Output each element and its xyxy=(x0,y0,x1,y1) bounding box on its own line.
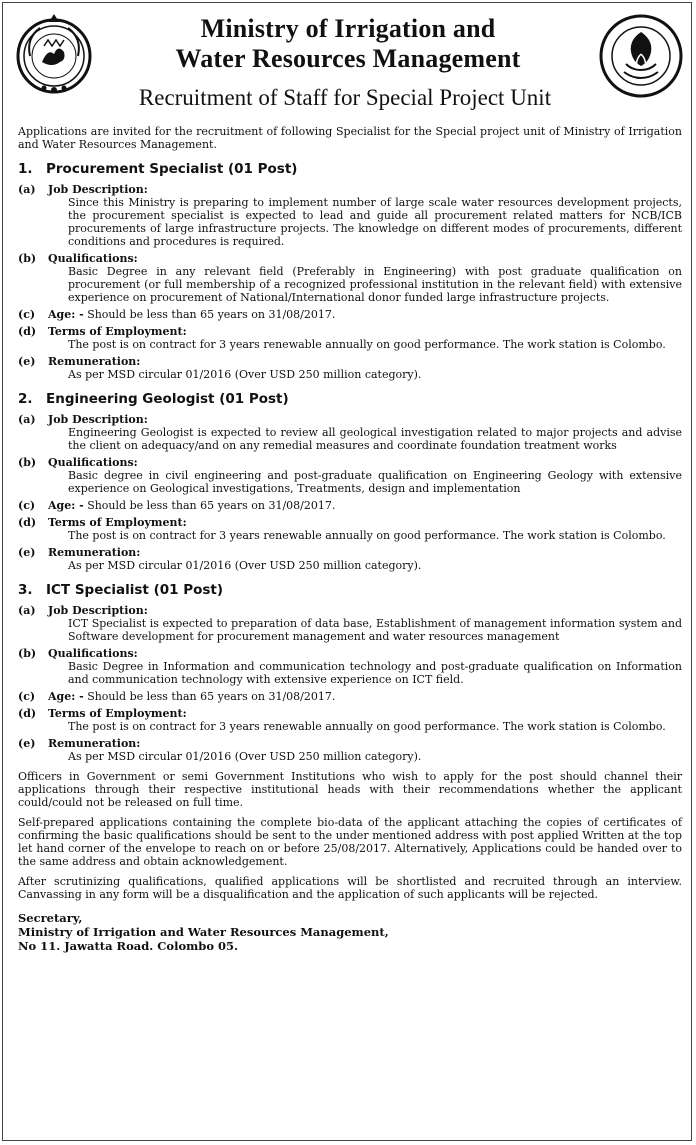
section-number: 2. xyxy=(18,391,33,407)
section-title xyxy=(18,161,682,177)
item-terms-of-employment xyxy=(18,707,682,733)
item-heading: Remuneration: xyxy=(48,546,141,559)
item-label: (a) xyxy=(18,183,36,196)
item-heading: Remuneration: xyxy=(48,355,141,368)
title-line-2: Water Resources Management xyxy=(175,44,521,73)
item-heading: Age: - xyxy=(48,690,84,703)
item-text: The post is on contract for 3 years renewable annually on good performance. The work station is Colombo. xyxy=(68,529,666,542)
item-age xyxy=(18,308,682,321)
item-qualifications xyxy=(18,456,682,495)
section-heading: ICT Specialist (01 Post) xyxy=(46,582,224,598)
item-age xyxy=(18,690,682,703)
item-text: Engineering Geologist is expected to review all geological investigation related to major projects and advise the client on adequacy/and on any remedial measures and coordinate foundation treatment works xyxy=(68,426,682,452)
section-engineering-geologist xyxy=(18,391,682,572)
item-heading: Terms of Employment: xyxy=(48,325,187,338)
item-label: (e) xyxy=(18,355,36,368)
item-heading: Age: - xyxy=(48,499,84,512)
item-label: (a) xyxy=(18,413,36,426)
item-text: As per MSD circular 01/2016 (Over USD 250 million category). xyxy=(68,750,422,763)
title-line-1: Ministry of Irrigation and xyxy=(200,14,496,43)
item-job-description xyxy=(18,183,682,248)
item-label: (c) xyxy=(18,499,36,512)
item-text: Should be less than 65 years on 31/08/2017. xyxy=(87,499,336,512)
item-heading: Age: - xyxy=(48,308,84,321)
item-qualifications xyxy=(18,647,682,686)
header xyxy=(0,0,696,122)
item-label: (e) xyxy=(18,546,36,559)
signature-title: Secretary, xyxy=(18,911,83,925)
item-text: Should be less than 65 years on 31/08/2017. xyxy=(87,308,336,321)
item-remuneration xyxy=(18,546,682,572)
item-text: The post is on contract for 3 years renewable annually on good performance. The work station is Colombo. xyxy=(68,338,666,351)
ministry-title xyxy=(100,14,596,74)
advertisement-body xyxy=(18,125,682,953)
item-heading: Qualifications: xyxy=(48,456,138,469)
item-heading: Job Description: xyxy=(48,604,148,617)
section-heading: Engineering Geologist (01 Post) xyxy=(46,391,289,407)
intro-paragraph: Applications are invited for the recruitment of following Specialist for the Special project unit of Ministry of Irrigation and Water Resources Management. xyxy=(18,125,682,151)
item-job-description xyxy=(18,604,682,643)
irrigation-department-logo-icon xyxy=(598,10,684,102)
item-heading: Job Description: xyxy=(48,183,148,196)
item-text: Basic Degree in Information and communication technology and post-graduate qualification on Information and communication technology with extensive experience on ICT field. xyxy=(68,660,682,686)
closing-paragraph-channel: Officers in Government or semi Government Institutions who wish to apply for the post should channel their applications through their respective institutional heads with their recommendations whether the applicant could/could not be released on full time. xyxy=(18,770,682,809)
item-text: Basic Degree in any relevant field (Preferably in Engineering) with post graduate qualification on procurement (or full membership of a recognized professional institution in the relevant field) with extensive experience on procurement of National/International donor funded large infrastructure projects. xyxy=(68,265,682,304)
item-heading: Terms of Employment: xyxy=(48,707,187,720)
item-label: (d) xyxy=(18,516,37,529)
item-text: As per MSD circular 01/2016 (Over USD 250 million category). xyxy=(68,559,422,572)
signature-address: No 11. Jawatta Road. Colombo 05. xyxy=(18,939,238,953)
item-terms-of-employment xyxy=(18,325,682,351)
item-label: (b) xyxy=(18,456,37,469)
section-title xyxy=(18,582,682,598)
closing-paragraph-selection: After scrutinizing qualifications, qualified applications will be shortlisted and recruited through an interview. Canvassing in any form will be a disqualification and the application of such applicants will be rejected. xyxy=(18,875,682,901)
item-remuneration xyxy=(18,355,682,381)
item-heading: Qualifications: xyxy=(48,647,138,660)
section-number: 3. xyxy=(18,582,33,598)
item-remuneration xyxy=(18,737,682,763)
recruitment-subtitle: Recruitment of Staff for Special Project Unit xyxy=(138,85,552,110)
item-text: Basic degree in civil engineering and post-graduate qualification on Engineering Geology with extensive experience on Geological investigations, Treatments, design and implementation xyxy=(68,469,682,495)
item-label: (b) xyxy=(18,252,37,265)
section-title xyxy=(18,391,682,407)
closing-paragraph-applications: Self-prepared applications containing the complete bio-data of the applicant attaching the copies of certificates of confirming the basic qualifications should be sent to the under mentioned address with post applied Written at the top let hand corner of the envelope to reach on or before 25/08/2017. Alternatively, Applications could be handed over to the same address and obtain acknowledgement. xyxy=(18,816,682,868)
item-text: As per MSD circular 01/2016 (Over USD 250 million category). xyxy=(68,368,422,381)
item-label: (e) xyxy=(18,737,36,750)
section-number: 1. xyxy=(18,161,33,177)
item-job-description xyxy=(18,413,682,452)
item-label: (c) xyxy=(18,690,36,703)
signature-ministry: Ministry of Irrigation and Water Resources Management, xyxy=(18,925,389,939)
item-qualifications xyxy=(18,252,682,304)
item-label: (a) xyxy=(18,604,36,617)
item-age xyxy=(18,499,682,512)
item-heading: Terms of Employment: xyxy=(48,516,187,529)
section-procurement-specialist xyxy=(18,161,682,381)
item-text: The post is on contract for 3 years renewable annually on good performance. The work station is Colombo. xyxy=(68,720,666,733)
item-label: (b) xyxy=(18,647,37,660)
item-heading: Job Description: xyxy=(48,413,148,426)
item-label: (d) xyxy=(18,707,37,720)
item-label: (c) xyxy=(18,308,36,321)
section-ict-specialist xyxy=(18,582,682,763)
item-heading: Qualifications: xyxy=(48,252,138,265)
item-heading: Remuneration: xyxy=(48,737,141,750)
item-label: (d) xyxy=(18,325,37,338)
item-text: ICT Specialist is expected to preparation of data base, Establishment of management information system and Software development for procurement management and water resources management xyxy=(68,617,682,643)
item-text: Since this Ministry is preparing to implement number of large scale water resources development projects, the procurement specialist is expected to lead and guide all procurement related matters for NCB/ICB procurements of large infrastructure projects. The knowledge on different modes of procurements, different conditions and procedures is required. xyxy=(68,196,682,248)
item-terms-of-employment xyxy=(18,516,682,542)
item-text: Should be less than 65 years on 31/08/2017. xyxy=(87,690,336,703)
section-heading: Procurement Specialist (01 Post) xyxy=(46,161,298,177)
signature-block xyxy=(18,911,682,953)
